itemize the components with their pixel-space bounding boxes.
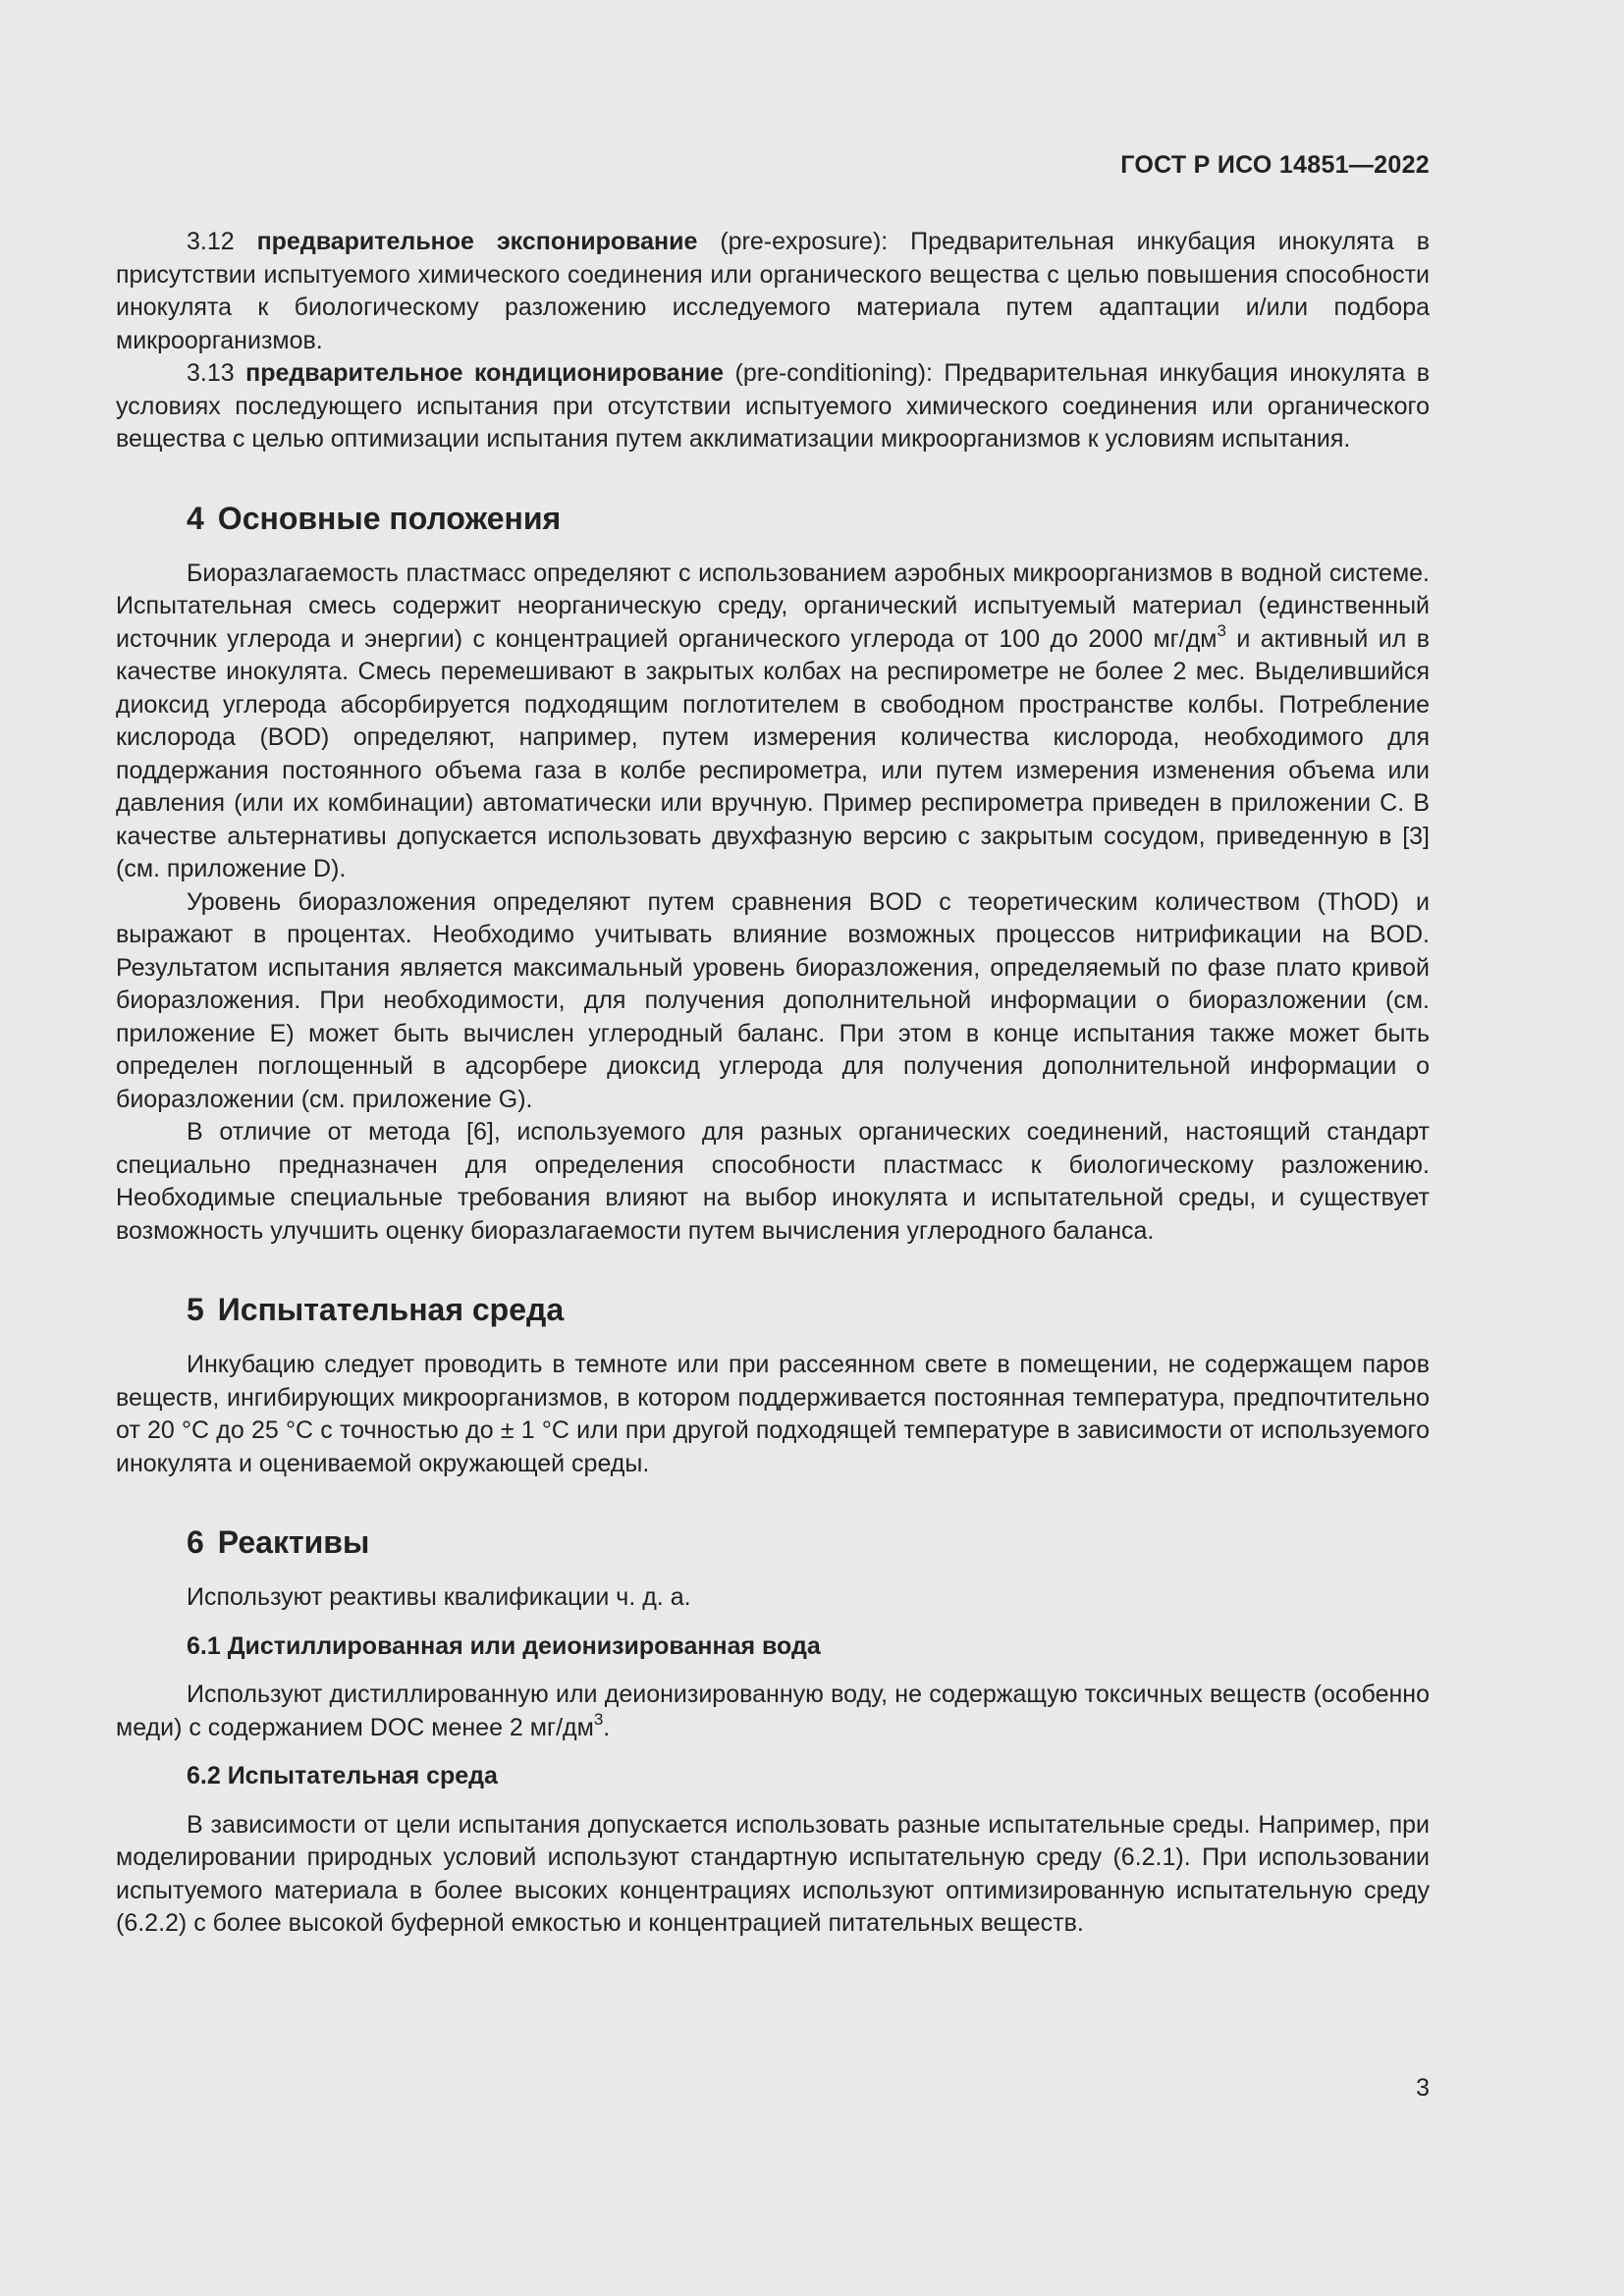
section-number: 6 <box>187 1524 204 1560</box>
subsection-6-1-heading: 6.1 Дистиллированная или деионизированная вода <box>187 1631 821 1660</box>
section-number: 5 <box>187 1292 204 1327</box>
section-4-paragraph-2: Уровень биоразложения определяют путем сравнения BOD с теоретическим количеством (ThOD) и выражают в процентах. Необходимо учитывать влияние возможных процессов нитрификации на BOD. Результатом испытания является максимальный уровень биоразложения, определяемый по фазе плато кривой биоразложения. При необходимости, для получения дополнительной информации о биоразложении (см. приложение Е) может быть вычислен углеродный баланс. При этом в конце испытания также может быть определен поглощенный в адсорбере диоксид углерода для получения дополнительной информации о биоразложении (см. приложение G). <box>116 887 1430 1113</box>
section-title: Реактивы <box>217 1524 370 1560</box>
superscript: 3 <box>1217 620 1226 640</box>
section-number: 4 <box>187 500 204 536</box>
section-4-paragraph-1: Биоразлагаемость пластмасс определяют с использованием аэробных микроорганизмов в водной системе. Испытательная смесь содержит неорганическую среду, органический испытуемый материал (единственный источник углерода и энергии) с концентрацией органического углерода от 100 до 2000 $мг/дм^3$ и активный ил в качестве инокулята. Смесь перемешивают в закрытых колбах на респирометре не более 2 мес. Выделившийся диоксид углерода абсорбируется подходящим поглотителем в свободном пространстве колбы. Потребление кислорода (BOD) определяют, например, путем измерения количества кислорода, необходимого для поддержания постоянного объема газа в колбе респирометра, или путем измерения изменения объема или давления (или их комбинации) автоматически или вручную. Пример респирометра приведен в приложении С. В качестве альтернативы допускается использовать двухфазную версию с закрытым сосудом, приведенную в [3] (см. приложение D). <box>116 559 1430 882</box>
section-5-heading <box>116 1290 1430 1329</box>
page-number: 3 <box>1416 2074 1430 2102</box>
page-content <box>116 226 1430 1941</box>
definition-text: (pre-conditioning): Предварительная инкубация инокулята в условиях последующего испытания при отсутствии испытуемого химического соединения или органического вещества с целью оптимизации испытания путем акклиматизации микроорганизмов к условиям испытания. <box>116 359 1430 453</box>
subsection-6-1-paragraph: Используют дистиллированную или деионизированную воду, не содержащую токсичных веществ (особенно меди) с содержанием DOC менее 2 $мг/дм^3$. <box>116 1681 1430 1741</box>
section-4-heading <box>116 499 1430 538</box>
definition-3-13 <box>116 357 1430 456</box>
definition-number: 3.13 <box>187 359 235 387</box>
subsection-6-2-heading: 6.2 Испытательная среда <box>187 1762 498 1789</box>
definition-number: 3.12 <box>187 228 235 255</box>
section-6-paragraph-1: Используют реактивы квалификации ч. д. а. <box>187 1583 691 1611</box>
section-title: Основные положения <box>217 500 562 536</box>
superscript: 3 <box>593 1709 604 1729</box>
definition-text: (pre-exposure): Предварительная инкубация инокулята в присутствии испытуемого химического соединения или органического вещества с целью повышения способности инокулята к биологическому разложению исследуемого материала путем адаптации и/или подбора микроорганизмов. <box>116 228 1430 354</box>
section-4-paragraph-3: В отличие от метода [6], используемого для разных органических соединений, настоящий стандарт специально предназначен для определения способности пластмасс к биологическому разложению. Необходимые специальные требования влияют на выбор инокулята и испытательной среды, и существует возможность улучшить оценку биоразлагаемости путем вычисления углеродного баланса. <box>116 1118 1430 1245</box>
section-5-paragraph-1: Инкубацию следует проводить в темноте или при рассеянном свете в помещении, не содержащем паров веществ, ингибирующих микроорганизмов, в котором поддерживается постоянная температура, предпочтительно от 20 °С до 25 °С с точностью до ± 1 °С или при другой подходящей температуре в зависимости от используемого инокулята и оцениваемой окружающей среды. <box>116 1351 1430 1477</box>
section-title: Испытательная среда <box>217 1292 565 1327</box>
document-code-header: ГОСТ Р ИСО 14851—2022 <box>1120 151 1430 179</box>
section-6-heading <box>116 1522 1430 1562</box>
definition-3-12 <box>116 226 1430 357</box>
definition-term: предварительное экспонирование <box>256 228 698 255</box>
subsection-6-2-paragraph: В зависимости от цели испытания допускается использовать разные испытательные среды. Например, при моделировании природных условий используют стандартную испытательную среду (6.2.1). При использовании испытуемого материала в более высоких концентрациях используют оптимизированную испытательную среду (6.2.2) с более высокой буферной емкостью и концентрацией питательных веществ. <box>116 1810 1430 1937</box>
definition-term: предварительное кондиционирование <box>245 359 725 387</box>
